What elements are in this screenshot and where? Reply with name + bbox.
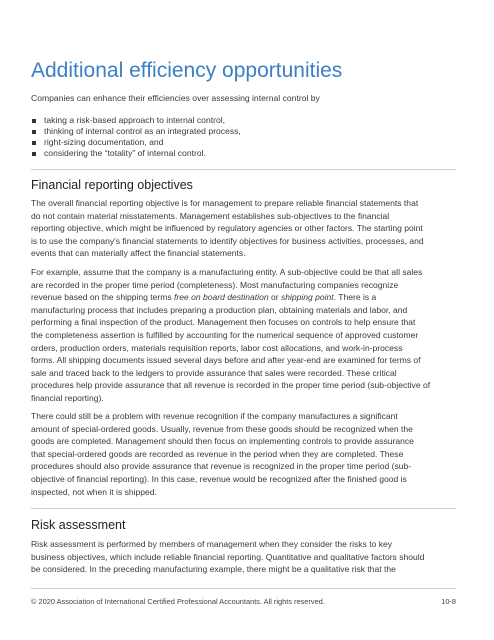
list-item: right-sizing documentation, and xyxy=(31,137,241,148)
text-line: is to use the company's financial statements to identify objectives for business activities, processes, and xyxy=(31,235,424,246)
section-heading-risk-assessment: Risk assessment xyxy=(31,518,126,532)
text-line: manufacturing process that includes preparing a production plan, obtaining materials and labor, and xyxy=(31,304,408,315)
text-run: . There is a xyxy=(333,292,377,303)
italic-term: shipping point xyxy=(280,292,334,303)
text-line: procedures should also provide assurance that revenue is recognized in the proper time period (sub- xyxy=(31,461,412,472)
text-line: For example, assume that the company is a manufacturing entity. A sub-objective could be that all sales xyxy=(31,267,423,277)
paragraph xyxy=(31,197,456,260)
section-divider xyxy=(31,508,456,509)
section-divider xyxy=(31,169,456,170)
footer-divider xyxy=(31,588,456,589)
bullet-list xyxy=(31,115,241,159)
list-item: thinking of internal control as an integrated process, xyxy=(31,126,241,137)
list-item: considering the “totality” of internal control. xyxy=(31,148,241,159)
copyright-notice: © 2020 Association of International Certified Professional Accountants. All rights reserved. xyxy=(31,597,325,606)
page-title: Additional efficiency opportunities xyxy=(31,59,343,82)
text-line: sale and traced back to the ledgers to provide assurance that sales were recorded. These critical xyxy=(31,367,397,378)
text-line: be considered. In the preceding manufacturing example, there might be a qualitative risk that the xyxy=(31,564,396,575)
text-line: procedures help provide assurance that all revenue is recorded in the proper time period (sub-objective of xyxy=(31,380,431,391)
text-line: reporting objective, which might be influenced by regulatory agencies or other factors. The starting point xyxy=(31,223,423,234)
text-line: performing a final inspection of the product. Management then focuses on controls to help ensure that xyxy=(31,317,416,328)
text-line: There could still be a problem with revenue recognition if the company manufactures a significant xyxy=(31,411,398,421)
text-run: or xyxy=(268,292,281,303)
text-line: financial reporting). xyxy=(31,392,104,403)
text-line: Risk assessment is performed by members of management when they consider the risks to key xyxy=(31,539,393,549)
text-line: the completeness assertion is fulfilled by accounting for the numerical sequence of approved customer xyxy=(31,329,419,340)
text-line: inspected, not when it is shipped. xyxy=(31,486,157,497)
text-line: objective of financial reporting). In this case, revenue would be recognized after the finished good is xyxy=(31,473,407,484)
text-line: that special-ordered goods are recorded as revenue in the period when they are completed. These xyxy=(31,448,404,459)
text-line xyxy=(31,291,456,304)
page-number: 10-8 xyxy=(441,597,456,606)
paragraph xyxy=(31,266,456,405)
text-line: goods are completed. Management should then focus on implementing controls to provide assurance xyxy=(31,436,414,447)
text-line: The overall financial reporting objective is for management to prepare reliable financial statements that xyxy=(31,198,419,208)
text-line: amount of special-ordered goods. Usually, revenue from these goods should be recognized when the xyxy=(31,423,413,434)
text-line: do not contain material misstatements. Management establishes sub-objectives to the financial xyxy=(31,210,390,221)
paragraph xyxy=(31,538,456,576)
text-line: events that can materially affect the financial statements. xyxy=(31,248,246,259)
text-line: business objectives, which include reliable financial reporting. Quantitative and qualitative factors should xyxy=(31,551,425,562)
text-line: orders, production orders, materials requisition reports, labor cost allocations, and work-in-process xyxy=(31,342,403,353)
text-line: are recorded in the proper time period (completeness). Most manufacturing companies recognize xyxy=(31,279,399,290)
list-item: taking a risk-based approach to internal control, xyxy=(31,115,241,126)
section-heading-financial-reporting-objectives: Financial reporting objectives xyxy=(31,178,193,192)
text-line: forms. All shipping documents issued several days before and after year-end are examined for terms of xyxy=(31,355,421,366)
paragraph xyxy=(31,410,456,498)
text-run: revenue based on the shipping terms xyxy=(31,292,175,303)
intro-text: Companies can enhance their efficiencies over assessing internal control by xyxy=(31,93,320,103)
italic-term: free on board destination xyxy=(174,292,269,303)
